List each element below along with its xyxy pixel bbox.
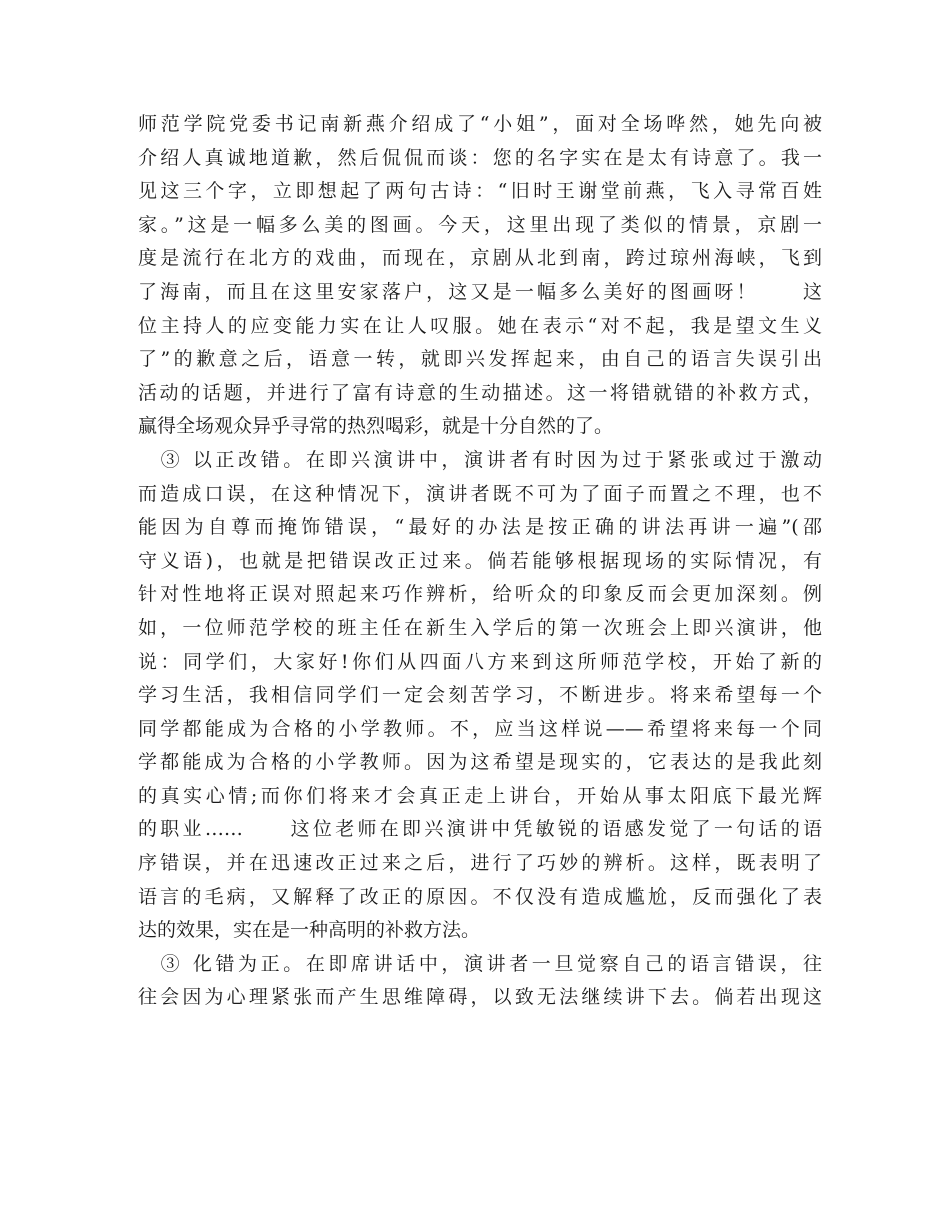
text-line: 家。”这是一幅多么美的图画。今天，这里出现了类似的情景，京剧一 [138,213,822,236]
text-line: 学都能成为合格的小学教师。因为这希望是现实的，它表达的是我此刻 [138,751,822,774]
text-line: 达的效果，实在是一种高明的补救方法。 [138,919,481,942]
text-line: 说：同学们，大家好!你们从四面八方来到这所师范学校，开始了新的 [138,650,822,673]
text-line: 位主持人的应变能力实在让人叹服。她在表示“对不起，我是望文生义 [138,314,822,337]
text-line: 的职业…… 这位老师在即兴演讲中凭敏锐的语感发觉了一句话的语 [138,818,822,841]
text-line: 语言的毛病，又解释了改正的原因。不仅没有造成尴尬，反而强化了表 [138,885,822,908]
document-page [138,108,822,1015]
text-line: 的真实心情;而你们将来才会真正走上讲台，开始从事太阳底下最光辉 [138,784,822,807]
text-line: 了”的歉意之后，语意一转，就即兴发挥起来，由自己的语言失误引出 [138,348,822,371]
text-line: 活动的话题，并进行了富有诗意的生动描述。这一将错就错的补救方式， [138,381,822,404]
text-line: 往会因为心理紧张而产生思维障碍，以致无法继续讲下去。倘若出现这 [138,986,822,1009]
text-line: 赢得全场观众异乎寻常的热烈喝彩，就是十分自然的了。 [138,415,614,438]
text-line: 守义语)，也就是把错误改正过来。倘若能够根据现场的实际情况，有 [138,549,822,572]
text-line: ③ 化错为正。在即席讲话中，演讲者一旦觉察自己的语言错误，往 [138,952,822,975]
text-line: 见这三个字，立即想起了两句古诗：“旧时王谢堂前燕，飞入寻常百姓 [138,180,822,203]
text-line: 序错误，并在迅速改正过来之后，进行了巧妙的辨析。这样，既表明了 [138,852,822,875]
text-line: 能因为自尊而掩饰错误，“最好的办法是按正确的讲法再讲一遍”(邵 [138,516,822,539]
text-line: 针对性地将正误对照起来巧作辨析，给听众的印象反而会更加深刻。例 [138,583,822,606]
text-line: 师范学院党委书记南新燕介绍成了“小姐”，面对全场哗然，她先向被 [138,113,822,135]
text-line: 如，一位师范学校的班主任在新生入学后的第一次班会上即兴演讲，他 [138,616,822,639]
text-line: 了海南，而且在这里安家落户，这又是一幅多么美好的图画呀！ 这 [138,280,822,303]
text-line: 介绍人真诚地道歉，然后侃侃而谈：您的名字实在是太有诗意了。我一 [138,146,822,169]
text-line: 同学都能成为合格的小学教师。不，应当这样说——希望将来每一个同 [138,717,822,740]
text-line: 而造成口误，在这种情况下，演讲者既不可为了面子而置之不理，也不 [138,482,822,505]
text-line: ③ 以正改错。在即兴演讲中，演讲者有时因为过于紧张或过于激动 [138,448,822,471]
text-line: 学习生活，我相信同学们一定会刻苦学习，不断进步。将来希望每一个 [138,684,822,707]
text-line: 度是流行在北方的戏曲，而现在，京剧从北到南，跨过琼州海峡，飞到 [138,247,822,270]
